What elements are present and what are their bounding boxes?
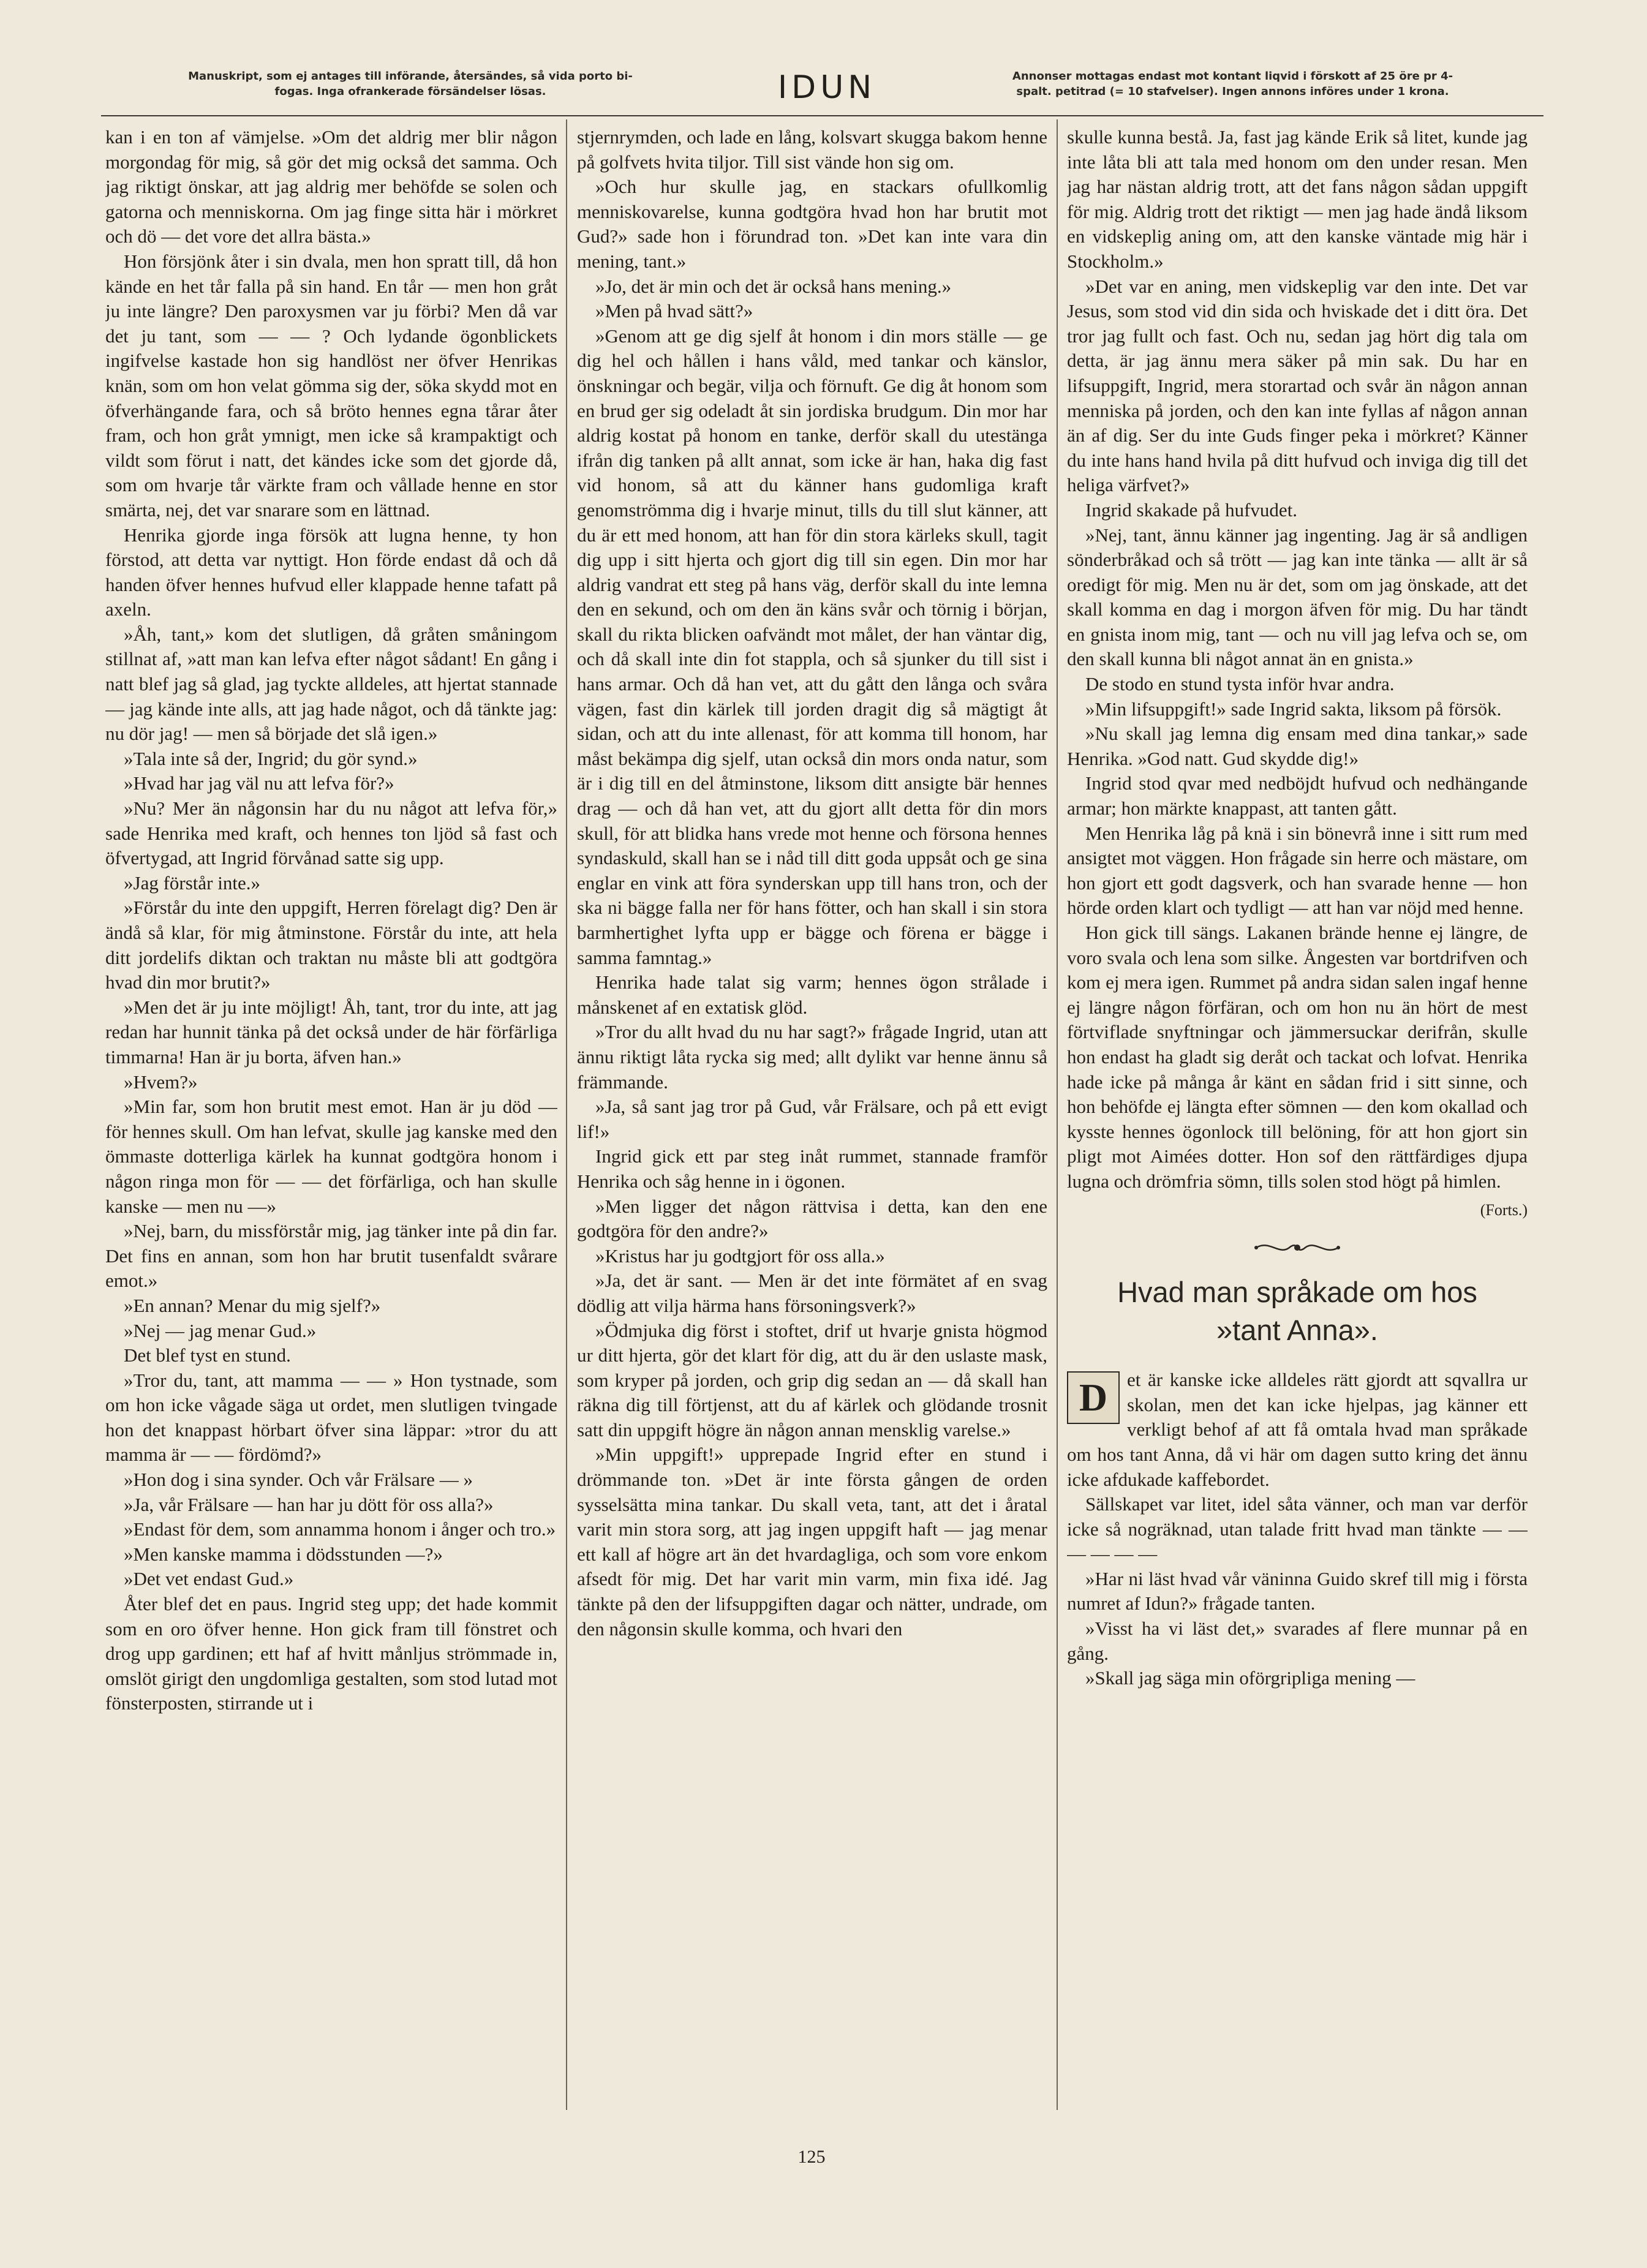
paragraph: Det blef tyst en stund. [124, 1344, 291, 1366]
paragraph: »Hvad har jag väl nu att lefva för?» [124, 772, 394, 794]
paragraph: »Jag förstår inte.» [124, 872, 260, 894]
paragraph: »Genom att ge dig sjelf åt honom i din mors ställe — ge dig hel och hållen i hans våld, med tankar och känslor, önskningar och begär, vilja och förnuft. Ge dig åt honom som en brud ger sig odeladt åt sin jordiska brudgum. Din mor har aldrig kostat på honom en tanke, derför skall du utestänga ifrån dig tanken på allt annat, som icke är han, haka dig fast vid honom, så att du känner hans gudomliga kraft genomströmma dig i hvarje minut, tills du till slut känner, att du är ett med honom, att han för din stora kärleks skull, tagit dig upp i sitt hjerta och gjort dig till sin egen. Din mor har aldrig vandrat ett steg på hans väg, derför skall du inte lemna den en sekund, och om den än käns svår och törnig i början, skall du rikta blicken oafvändt mot målet, der han väntar dig, och då skall inte din fot stappla, och så sjunker du till sist i hans armar. Och då han vet, att du gått den långa och svåra vägen, fast din kärlek till jorden dragit dig så mägtigt åt sidan, och att du inte allenast, för att komma till honom, har måst bekämpa dig sjelf, utan också din mors onda natur, som är i dig till en del åtminstone, liksom ditt ansigte bär hennes drag — och då han vet, att du gjort allt detta för din mors skull, för att blidka hans vrede mot henne och försona hennes syndaskuld, skall han se i nåd till ditt goda uppsåt och ge sina englar en vink att föra synderskan upp till hans tron, och der ska ni bägge falla ner för hans fötter, och han skall i sin stora barmhertighet lyfta upp er bägge och förena er bägge i samma famntag.» [577, 325, 1047, 968]
paragraph: Åter blef det en paus. Ingrid steg upp; det hade kommit som en oro öfver henne. Hon gick fram till fönstret och drog upp gardinen; ett haf af hvitt månljus strömmade in, omslöt girigt den ungdomliga gestalten, som stod lutad mot fönsterposten, stirrande ut i [105, 1593, 557, 1714]
drop-cap: D [1067, 1371, 1120, 1424]
paragraph: »Ja, vår Frälsare — han har ju dött för oss alla?» [124, 1493, 494, 1515]
article-title [1067, 1273, 1528, 1349]
masthead-right-line1: Annonser mottagas endast mot kontant liqvid i förskott af 25 öre pr 4- [1012, 70, 1453, 83]
paragraph: »Nu skall jag lemna dig ensam med dina tankar,» sade Henrika. »God natt. Gud skydde dig!» [1067, 723, 1528, 769]
page-number: 125 [797, 2147, 826, 2167]
paragraph: »Nej, tant, ännu känner jag ingenting. Jag är så andligen sönderbråkad och så trött — jag kan inte tänka — allt är så oredigt för mig. Men nu är det, som om jag önskade, att det skall komma en dag i morgon äfven för mig. Du har tändt en gnista inom mig, tant — och nu vill jag lefva och se, om den skall kunna bli något annat än en gnista.» [1067, 524, 1528, 670]
column-1 [105, 125, 557, 2103]
paragraph: »Skall jag säga min oförgripliga mening — [1085, 1667, 1415, 1689]
paragraph: »Jo, det är min och det är också hans mening.» [595, 275, 952, 297]
paragraph: »En annan? Menar du mig sjelf?» [124, 1294, 381, 1316]
column-2 [577, 125, 1047, 2103]
paragraph: »Ja, det är sant. — Men är det inte förmätet af en svag dödlig att vilja härma hans försoningsverk?» [577, 1270, 1047, 1316]
ornament-divider [1067, 1238, 1528, 1260]
paragraph: »Det vet endast Gud.» [124, 1568, 294, 1590]
paragraph: »Hvem?» [124, 1071, 198, 1093]
paragraph: »Ödmjuka dig först i stoftet, drif ut hvarje gnista högmod ur ditt hjerta, gör det klart för dig, att du är den uslaste mask, som kryper på jorden, och grip dig sedan an — då skall han räkna dig till förtjenst, att du af kärlek och glödande trosnit satt din uppgift högre än någon annan mensklig varelse.» [577, 1319, 1047, 1441]
masthead-right-line2: spalt. petitrad (= 10 stafvelser). Ingen annons införes under 1 krona. [1016, 85, 1449, 98]
masthead-rule [101, 115, 1543, 116]
paragraph: stjernrymden, och lade en lång, kolsvart skugga bakom henne på golfvets hvita tiljor. Till sist vände hon sig om. [577, 126, 1047, 173]
paragraph: Ingrid gick ett par steg inåt rummet, stannade framför Henrika och såg henne in i ögonen. [577, 1145, 1047, 1192]
paragraph: »Men på hvad sätt?» [595, 300, 753, 322]
paragraph: »Min far, som hon brutit mest emot. Han är ju död — för hennes skull. Om han lefvat, skulle jag kanske med den ömmaste dotterliga kärlek ha kunnat godtgöra honom i någon ringa mon för — — det förfärliga, och han skulle kanske — men nu —» [105, 1096, 557, 1217]
paragraph: »Och hur skulle jag, en stackars ofullkomlig menniskovarelse, kunna godtgöra hvad hon har brutit mot Gud?» sade hon i förundrad ton. »Det kan inte vara din mening, tant.» [577, 176, 1047, 272]
paragraph: »Endast för dem, som annamma honom i ånger och tro.» [124, 1518, 556, 1540]
paragraph: »Nej, barn, du missförstår mig, jag tänker inte på din far. Det fins en annan, som hon har brutit tusenfaldt svårare emot.» [105, 1220, 557, 1292]
paragraph: kan i en ton af vämjelse. »Om det aldrig mer blir någon morgondag för mig, så gör det mig också det samma. Och jag riktigt önskar, att jag aldrig mer behöfde se solen och gatorna och menniskorna. Om jag finge sitta här i mörkret och dö — det vore det allra bästa.» [105, 126, 557, 247]
paragraph: »Tror du, tant, att mamma — — » Hon tystnade, som om hon icke vågade säga ut ordet, men slutligen tvingade hon det knappast hörbart öfver sina läppar: »tror du att mamma är — — fördömd?» [105, 1369, 557, 1466]
column-rule-2 [1057, 119, 1058, 2110]
paragraph: Henrika hade talat sig varm; hennes ögon strålade i månskenet af en extatisk glöd. [577, 971, 1047, 1018]
masthead-left-line1: Manuskript, som ej antages till införande, återsändes, så vida porto bi- [188, 70, 633, 83]
paragraph: »Ja, så sant jag tror på Gud, vår Frälsare, och på ett evigt lif!» [577, 1096, 1047, 1142]
paragraph: Men Henrika låg på knä i sin bönevrå inne i sitt rum med ansigtet mot väggen. Hon frågade sin herre och mästare, om hon gjort ett godt dagsverk, och han svarade henne — hon hörde orden klart och tydligt — att han var nöjd med henne. [1067, 822, 1528, 919]
paragraph: »Kristus har ju godtgjort för oss alla.» [595, 1245, 885, 1267]
paragraph: »Nu? Mer än någonsin har du nu något att lefva för,» sade Henrika med kraft, och hennes ton ljöd så fast och öfvertygad, att Ingrid förvånad satte sig upp. [105, 797, 557, 869]
paragraph: »Det var en aning, men vidskeplig var den inte. Det var Jesus, som stod vid din sida och hviskade det i ditt öra. Det tror jag fullt och fast. Och nu, sedan jag hört dig tala om detta, är jag ännu mera säker på min sak. Du har en lifsuppgift, Ingrid, mera storartad och svår än någon annan menniska på jorden, och den kan inte fyllas af någon annan än af dig. Ser du inte Guds finger peka i mörkret? Känner du inte hans hand hvila på ditt hufvud och inviga dig till det heliga värfvet?» [1067, 275, 1528, 496]
masthead-notice-left [101, 69, 720, 99]
paragraph: »Förstår du inte den uppgift, Herren förelagt dig? Den är ändå så klar, för mig åtminstone. Förstår du inte, att hela ditt jordelifs diktan och traktan nu måste bli att godtgöra hvad din mor brutit?» [105, 897, 557, 993]
paragraph: De stodo en stund tysta inför hvar andra. [1085, 673, 1395, 695]
paragraph: »Har ni läst hvad vår väninna Guido skref till mig i första numret af Idun?» frågade tanten. [1067, 1567, 1528, 1614]
article-body [1067, 1368, 1528, 1691]
paragraph: »Men kanske mamma i dödsstunden —?» [124, 1543, 443, 1565]
paragraph: »Visst ha vi läst det,» svarades af flere munnar på en gång. [1067, 1618, 1528, 1664]
paragraph: Sällskapet var litet, idel såta vänner, och man var derför icke så nogräknad, utan talade fritt hvad man tänkte — — — — — — [1067, 1493, 1528, 1565]
masthead-notice-right [922, 69, 1543, 99]
masthead-left-line2: fogas. Inga ofrankerade försändelser lösas. [274, 85, 546, 98]
paragraph: »Hon dog i sina synder. Och vår Frälsare — » [124, 1469, 473, 1491]
paragraph: Henrika gjorde inga försök att lugna henne, ty hon förstod, att detta var nyttigt. Hon förde endast då och då handen öfver hennes hufvud eller klappade henne tafatt på axeln. [105, 524, 557, 620]
article-title-line1: Hvad man språkade om hos [1117, 1276, 1477, 1309]
masthead [101, 66, 1543, 122]
paragraph: Ingrid stod qvar med nedböjdt hufvud och nedhängande armar; hon märkte knappast, att tanten gått. [1067, 772, 1528, 819]
paragraph: »Men det är ju inte möjligt! Åh, tant, tror du inte, att jag redan har hunnit tänka på det också under de här förfärliga timmarna! Han är ju borta, äfven han.» [105, 996, 557, 1068]
paragraph: et är kanske icke alldeles rätt gjordt att sqvallra ur skolan, men det kan icke hjelpas, jag känner ett verkligt behof af att få omtala hvad man språkade om hos tant Anna, då vi här om dagen sutto kring det ännu icke afdukade kaffebordet. [1067, 1369, 1528, 1490]
paragraph: »Nej — jag menar Gud.» [124, 1319, 317, 1341]
paragraph: »Min uppgift!» upprepade Ingrid efter en stund i drömmande ton. »Det är inte första gången de orden sysselsätta mina tankar. Du skall veta, tant, att det i åratal varit min stora sorg, att jag ingen uppgift haft — jag menar ett kall af högre art än det hvardagliga, och som vore enkom afsedt för mig. Det har varit min varm, min fixa idé. Jag tänkte på den der lifsuppgiften dagar och nätter, undrade, om den någonsin skulle komma, och hvari den [577, 1444, 1047, 1640]
column-rule-1 [566, 119, 567, 2110]
paragraph: Ingrid skakade på hufvudet. [1085, 499, 1298, 521]
continuation-note: (Forts.) [1480, 1200, 1528, 1219]
paragraph: »Tala inte så der, Ingrid; du gör synd.» [124, 747, 418, 769]
paragraph: Hon gick till sängs. Lakanen brände henne ej längre, de voro svala och lena som silke. Ångesten var bortdrifven och kom ej mera igen. Rummet på andra sidan salen ingaf henne ej längre någon förfäran, och om hon nu än hört de mest förtviflade snyftningar och jämmersuckar derifrån, skulle hon endast ha gladt sig deråt och tackat och lofvat. Henrika hade icke på många år känt en sådan frid i sitt sinne, och hon behöfde ej längta efter sömnen — den kom okallad och kysste hennes ögonlock till belöning, för att hon gjort sin pligt mot Aimées dotter. Hon sof den rättfärdiges djupa lugna och drömfria sömn, tills solen stod högt på himlen. [1067, 922, 1528, 1192]
masthead-title: IDUN [777, 69, 876, 106]
flourish-icon [1251, 1238, 1343, 1257]
article-title-line2: »tant Anna». [1216, 1314, 1378, 1347]
paragraph: Hon försjönk åter i sin dvala, men hon spratt till, då hon kände en het tår falla på sin hand. En tår — men hon gråt ju inte längre? Den paroxysmen var ju förbi? Men då var det ju tant, som — — ? Och lydande ögonblickets ingifvelse kastade hon sig handlöst ner öfver Henrikas knän, som om hon velat gömma sig der, söka skydd mot en öfverhängande fara, och så bröto hennes egna tårar åter fram, och hon gråt ymnigt, men icke så krampaktigt och vildt som förut i natt, det kändes icke som det gjorde då, som om hvarje tår värkte fram och vållade henne en stor smärta, nej, det var snarare som en lättnad. [105, 250, 557, 521]
column-3 [1067, 125, 1528, 2103]
paragraph: »Men ligger det någon rättvisa i detta, kan den ene godtgöra för den andre?» [577, 1195, 1047, 1242]
paragraph: »Åh, tant,» kom det slutligen, då gråten småningom stillnat af, »att man kan lefva efter något sådant! En gång i natt blef jag så glad, jag tyckte alldeles, att hjertat stannade — jag kände inte alls, att jag hade något, och då tänkte jag: nu dör jag! — men så började det slå igen.» [105, 623, 557, 745]
paragraph: skulle kunna bestå. Ja, fast jag kände Erik så litet, kunde jag inte låta bli att tala med honom om den under resan. Men jag har nästan aldrig trott, att det fans någon sådan uppgift för mig. Aldrig trott det riktigt — men jag hade ändå liksom en vidskeplig aning om, att den kanske väntade mig här i Stockholm.» [1067, 126, 1528, 272]
paragraph: »Tror du allt hvad du nu har sagt?» frågade Ingrid, utan att ännu riktigt låta rycka sig med; allt dylikt var henne ännu så främmande. [577, 1021, 1047, 1093]
paragraph: »Min lifsuppgift!» sade Ingrid sakta, liksom på försök. [1085, 698, 1502, 720]
